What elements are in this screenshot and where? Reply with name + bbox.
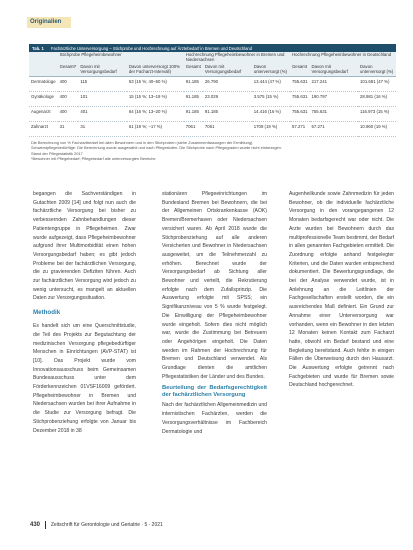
table-cell: 13.444 (47 %) xyxy=(252,76,290,91)
row-label: Gynäkologe xyxy=(29,91,58,106)
table-note-line: Stand der Pflegestatistik 2017 xyxy=(31,150,83,156)
body-paragraph: Nach der fachärztlichen Allgemeinmedizin und internistischen Fachärzten, werden die Versorgungsverhältnisse im Fachbereich Dermatologie und xyxy=(162,402,267,435)
table-caption xyxy=(29,44,396,52)
table-cell: 57.271 xyxy=(310,121,359,136)
data-table xyxy=(29,44,396,176)
table-cell: 116.973 (15 %) xyxy=(358,106,396,121)
table-row xyxy=(29,106,396,121)
table-caption-label: Tab. 1 xyxy=(32,46,44,51)
body-paragraph: Augenheilkunde sowie Zahnmedizin für jeden Bewohner, ob die individuelle fachärztliche Versorgung in den vorangegangenen 12 Monaten bedarfsgerecht war oder nicht. Die Arzte wurden bei Bewohnern durch das multiprofessionelle Team bestimmt, der Bedarf in allen genannten Fachgebieten ermittelt. Die Zuordnung erfolgte anhand festgelegter Kriterien, und die Daten wurden entsprechend dokumentiert. Die Bewertungsgrundlage, die bei der Analyse verwendet wurde, ist in Anlehnung an die Leitlinien der Fachgesellschaften erstellt worden, die ein ausreichendes Maß definiert. Ein Grund zur Annahme einer Unterversorgung war vorhanden, wenn ein Bewohner in den letzten 12 Monaten keinen Kontakt zum Facharzt hatte, obwohl ein Bedarf bestand und eine Begleitung bereitstand. Auch fehlte in einigen Fällen die Überweisung durch den Hausarzt. Die Auswertung erfolgte getrennt nach Fachgebieten und wurde für Bremen sowie Deutschland hochgerechnet. xyxy=(289,191,394,389)
table-cell: 400 xyxy=(58,76,79,91)
group-header: Stichprobe Pflegeheimbewohner xyxy=(58,52,184,64)
footer-divider xyxy=(45,521,46,529)
table-cell: 115 xyxy=(78,76,127,91)
subsection-heading: Beurteilung der Bedarfsgerechtigkeit der fachärztlichen Versorgung xyxy=(162,385,267,399)
table-cell: 26.790 xyxy=(203,76,252,91)
table-cell: 3.575 (15 %) xyxy=(252,91,290,106)
column-header: Gesamt* xyxy=(58,64,79,76)
text-column-1 xyxy=(33,190,136,435)
table-cell: 400 xyxy=(58,91,79,106)
table-cell: 401 xyxy=(78,106,127,121)
group-header: Hochrechnung Pflegeheimbewohner in Deutschland xyxy=(290,52,396,64)
table-cell: 10.960 (19 %) xyxy=(358,121,396,136)
column-header: Davon unterversorgt 100% der Facharzt-Intervall) xyxy=(127,64,184,76)
table-cell: 755.631 xyxy=(290,106,310,121)
table-notes xyxy=(29,140,396,162)
table-cell: 91.185 xyxy=(184,106,203,121)
table-cell: 217.241 xyxy=(310,76,359,91)
table-cell: 64 (16 %; 13–20 %) xyxy=(127,106,184,121)
table-row xyxy=(29,76,396,91)
table-note-line: Die Berechnung von % Facharztbedarf bei allen Bewohnern und in den Stichproben (siehe Zusammenfassungen der Ermittlung). xyxy=(31,139,254,145)
table-cell: 23.029 xyxy=(203,91,252,106)
column-header: Davon mit Versorgungsbedarf xyxy=(203,64,252,76)
row-label: Augenarzt xyxy=(29,106,58,121)
table-cell: 14.416 (16 %) xyxy=(252,106,290,121)
column-header: Davon mit Versorgungsbedarf xyxy=(310,64,359,76)
column-header: Davon mit Versorgungsbedarf xyxy=(78,64,127,76)
section-heading-methodik: Methodik xyxy=(33,309,61,317)
row-label: Dermatologe xyxy=(29,76,58,91)
text-column-3 xyxy=(289,190,394,390)
column-header: Gesamt xyxy=(290,64,310,76)
table-cell: 101 xyxy=(78,91,127,106)
table-cell: 57.271 xyxy=(290,121,310,136)
table-cell: 31 xyxy=(78,121,127,136)
intro-paragraph: begangen die Sachverständigen in Gutachten 2009 [14] und folgt nun auch die fachärztliche Versorgung bei bisher zu verbessernden Zahnbehandlungen dieser Patientengruppe in Pflegeheimen. Zwar wurde aufgezeigt, dass Pflegeheimbewohner aufgrund ihrer Multimorbidität einen hohen Versorgungsbedarf haben; es gibt jedoch Probleme bei der fachärztlichen Versorgung, die zu gravierenden Defiziten führen. Auch zur fachärztlichen Versorgung wird jedoch zu wenig untersucht, es mangelt an aktuellen Daten zur Versorgungssituation. xyxy=(33,191,136,302)
table-cell: 7061 xyxy=(203,121,252,136)
row-label: Zahnarzt xyxy=(29,121,58,136)
group-header: Hochrechnung Pflegeheimbewohner in Bremen und Niedersachsen xyxy=(184,52,290,64)
table-cell: 190.797 xyxy=(310,91,359,106)
table-body xyxy=(29,52,396,137)
table-cell: 755.631 xyxy=(310,106,359,121)
table-cell: 101.681 (47 %) xyxy=(358,76,396,91)
text-column-2 xyxy=(162,190,267,436)
page-footer xyxy=(30,521,163,529)
table-cell: 15 (15 %; 13–19 %) xyxy=(127,91,184,106)
table-cell: 400 xyxy=(58,106,79,121)
table-row xyxy=(29,121,396,136)
table-cell: 53 (15 %; 40–50 %) xyxy=(127,76,184,91)
table-note-line: *Bewohner mit Pflegebedarf; Pflegebedarf alle unterversorgten Bereiche xyxy=(31,156,156,162)
table-row xyxy=(29,91,396,106)
body-paragraph: stationären Pflegeeinrichtungen im Bundesland Bremen bei Bewohnern, die bei der Allgemeinen Ortskrankenkasse (AOK) Bremen/Bremerhaven oder Niedersachsen versichert waren. Ab April 2018 wurde die Stichprobenziehung auf alle anderen Versicherten und Bewohner in Niedersachsen ausgeweitet, um die Teilnehmerzahl zu erhöhen. Berechnet wurde der Versorgungsbedarf ab Sichtung aller Bewohner und verteilt, die Rekrutierung erfolgte nach dem Zufallsprinzip. Die Auswertung erfolgte mit SPSS; ein Signifikanzniveau von 5 % wurde festgelegt. Die Einwilligung der Pflegeheimbewohner wurde eingeholt. Sofern dies nicht möglich war, wurde die Zustimmung bei Betreuern oder Angehörigen eingeholt. Die Daten werden im Rahmen der Hochrechnung für Bremen und Deutschland verwendet. Als Grundlage dienten die amtlichen Pflegestatistiken der Länder und des Bundes. xyxy=(162,191,267,380)
table-cell: 1709 (19 %) xyxy=(252,121,290,136)
table-cell: 755.631 xyxy=(290,91,310,106)
table-cell: 91.185 xyxy=(184,91,203,106)
methods-paragraph: Es handelt sich um eine Querschnittstudie, die Teil des Projekts zur Begutachtung der medizinischen Versorgung pflegebedürftiger Menschen in Einrichtungen (AVP-STAT) ist [10]. Das Projekt wurde vom Innovationsausschuss beim Gemeinsamen Bundesausschuss unter dem Förderkennzeichen 01VSF16009 gefördert. Pflegeheimbewohner in Bremen und Niedersachsen wurden bei ihrer Aufnahme in die Studie zur Versorgung befragt. Die Stichprobenziehung erfolgte von Januar bis Dezember 2018 in 38 xyxy=(33,323,136,434)
table-cell: 28.981 (16 %) xyxy=(358,91,396,106)
table-cell: 91.185 xyxy=(184,76,203,91)
table-note-line: Schwerstpflegebedürftige: Die Berechnung wurde ausgewählt und nach Pflegestufen. Die Stichprobe nach Pflegegraden wurde nicht einbezogen. xyxy=(31,145,282,151)
column-header: Gesamt xyxy=(184,64,203,76)
table-cell: 31 xyxy=(58,121,79,136)
table-cell: 91.185 xyxy=(203,106,252,121)
journal-name: Zeitschrift für Gerontologie und Geriatrie · 5 · 2021 xyxy=(50,522,163,528)
page-number: 430 xyxy=(30,522,41,528)
column-header: Davon unterversorgt (%) xyxy=(252,64,290,76)
table-cell: 755.631 xyxy=(290,76,310,91)
table-cell: 7061 xyxy=(184,121,203,136)
table-caption-title: Fachärztliche Unterversorgung – Stichprobe und Hochrechnung auf Ärztebedarf in Bremen und Deutschland xyxy=(50,46,253,51)
table-cell: 61 (19 %; –17 %) xyxy=(127,121,184,136)
section-label: Originalien xyxy=(27,17,71,28)
column-header: Davon unterversorgt (%) xyxy=(358,64,396,76)
